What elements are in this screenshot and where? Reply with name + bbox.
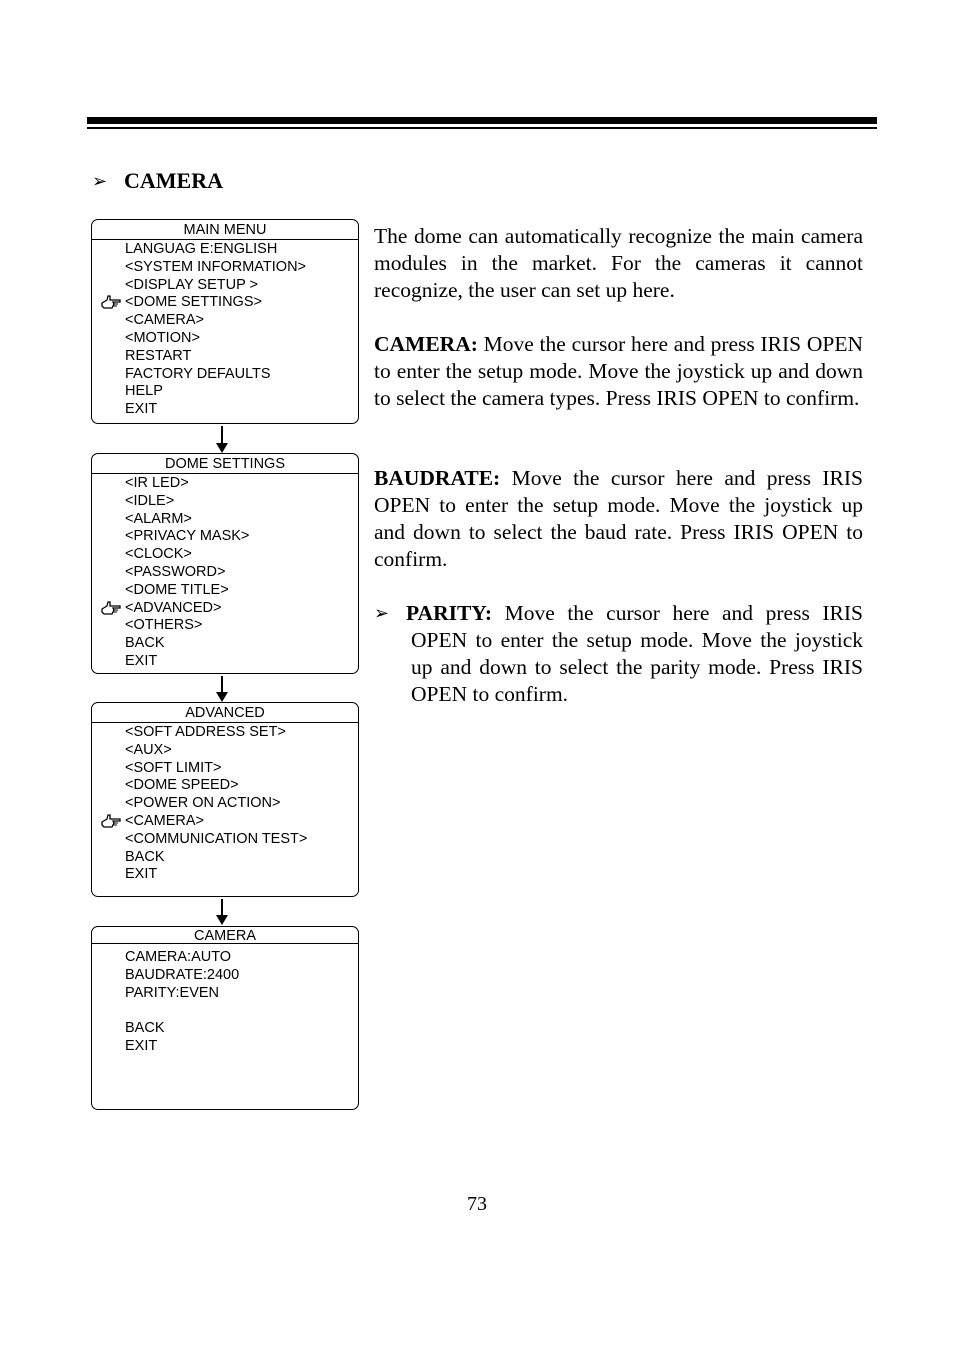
menu-item-power-on-action[interactable]: <POWER ON ACTION>	[125, 795, 281, 812]
menu-item-back[interactable]: BACK	[125, 1020, 165, 1037]
section-heading	[92, 168, 223, 194]
menu-item-communication-test[interactable]: <COMMUNICATION TEST>	[125, 830, 308, 847]
intro-text: The dome can automatically recognize the main camera modules in the market. For the cameras it cannot recognize, the user can set up here.	[374, 224, 863, 302]
down-arrow-icon	[221, 899, 223, 923]
menu-item-camera[interactable]: <CAMERA>	[125, 312, 204, 329]
menu-item-password[interactable]: <PASSWORD>	[125, 563, 226, 580]
menu-item-advanced[interactable]	[92, 600, 358, 618]
main-menu-panel	[91, 219, 359, 424]
menu-item-back[interactable]: BACK	[125, 635, 165, 652]
baudrate-paragraph	[374, 465, 863, 573]
camera-label: CAMERA:	[374, 332, 478, 356]
menu-item-motion[interactable]: <MOTION>	[125, 329, 200, 346]
menu-title: DOME SETTINGS	[92, 454, 358, 474]
pointing-hand-icon	[100, 295, 122, 311]
menu-item-parity[interactable]: PARITY:EVEN	[125, 984, 220, 1001]
menu-item-clock[interactable]: <CLOCK>	[125, 546, 192, 563]
menu-item-ir-led[interactable]: <IR LED>	[125, 475, 189, 491]
section-title: CAMERA	[124, 168, 223, 193]
page-number: 73	[467, 1193, 487, 1215]
pointing-hand-icon	[100, 814, 122, 830]
menu-item-label: <ADVANCED>	[125, 599, 222, 616]
menu-item-exit[interactable]: EXIT	[125, 652, 158, 669]
menu-item-factory-defaults[interactable]: FACTORY DEFAULTS	[125, 365, 271, 382]
menu-item-aux[interactable]: <AUX>	[125, 741, 172, 758]
menu-item-idle[interactable]: <IDLE>	[125, 492, 175, 509]
advanced-panel	[91, 702, 359, 897]
menu-item-dome-settings[interactable]	[92, 294, 358, 312]
menu-item-restart[interactable]: RESTART	[125, 347, 192, 364]
menu-item-dome-title[interactable]: <DOME TITLE>	[125, 581, 229, 598]
dome-settings-panel	[91, 453, 359, 674]
menu-item-help[interactable]: HELP	[125, 383, 163, 400]
baudrate-description: Move the cursor here and press IRIS OPEN to enter the setup mode. Move the joystick up and down to select the baud rate. Press IRIS OPEN to confirm.	[374, 466, 863, 571]
menu-item-dome-speed[interactable]: <DOME SPEED>	[125, 777, 239, 794]
down-arrow-icon	[221, 676, 223, 700]
intro-paragraph	[374, 223, 863, 304]
arrow-bullet-icon: ➢	[92, 170, 108, 191]
header-rule-thin	[87, 127, 877, 129]
arrow-bullet-icon: ➢	[374, 603, 390, 623]
menu-title: ADVANCED	[92, 703, 358, 723]
camera-paragraph	[374, 331, 863, 412]
camera-description: Move the cursor here and press IRIS OPEN to enter the setup mode. Move the joystick up and down to select the camera types. Press IRIS OPEN to confirm.	[374, 332, 863, 410]
header-rule-thick	[87, 117, 877, 124]
menu-item-camera[interactable]	[92, 813, 358, 831]
camera-panel	[91, 926, 359, 1110]
parity-label: PARITY:	[406, 601, 493, 625]
menu-item-language[interactable]: LANGUAG E:ENGLISH	[125, 241, 278, 257]
menu-item-others[interactable]: <OTHERS>	[125, 617, 203, 634]
menu-item-system-information[interactable]: <SYSTEM INFORMATION>	[125, 258, 307, 275]
menu-item-exit[interactable]: EXIT	[125, 401, 158, 418]
menu-item-display-setup[interactable]: <DISPLAY SETUP >	[125, 276, 258, 293]
down-arrow-icon	[221, 426, 223, 451]
menu-item-baudrate[interactable]: BAUDRATE:2400	[125, 966, 240, 983]
menu-title: CAMERA	[92, 927, 358, 944]
menu-item-back[interactable]: BACK	[125, 848, 165, 865]
pointing-hand-icon	[100, 601, 122, 617]
menu-title: MAIN MENU	[92, 220, 358, 240]
menu-item-blank	[92, 1002, 358, 1020]
parity-description: Move the cursor here and press IRIS OPEN to enter the setup mode. Move the joystick up and down to select the parity mode. Press IRIS OPEN to confirm.	[411, 601, 863, 706]
menu-item-exit[interactable]: EXIT	[125, 1037, 158, 1054]
menu-item-privacy-mask[interactable]: <PRIVACY MASK>	[125, 528, 250, 545]
parity-paragraph	[374, 600, 863, 708]
menu-item-label: <CAMERA>	[125, 812, 204, 829]
menu-item-camera-type[interactable]: CAMERA:AUTO	[125, 949, 232, 965]
menu-item-soft-limit[interactable]: <SOFT LIMIT>	[125, 759, 222, 776]
menu-item-alarm[interactable]: <ALARM>	[125, 510, 192, 527]
menu-item-soft-address-set[interactable]: <SOFT ADDRESS SET>	[125, 724, 286, 740]
menu-item-label: <DOME SETTINGS>	[125, 294, 262, 311]
menu-item-exit[interactable]: EXIT	[125, 866, 158, 883]
baudrate-label: BAUDRATE:	[374, 466, 501, 490]
